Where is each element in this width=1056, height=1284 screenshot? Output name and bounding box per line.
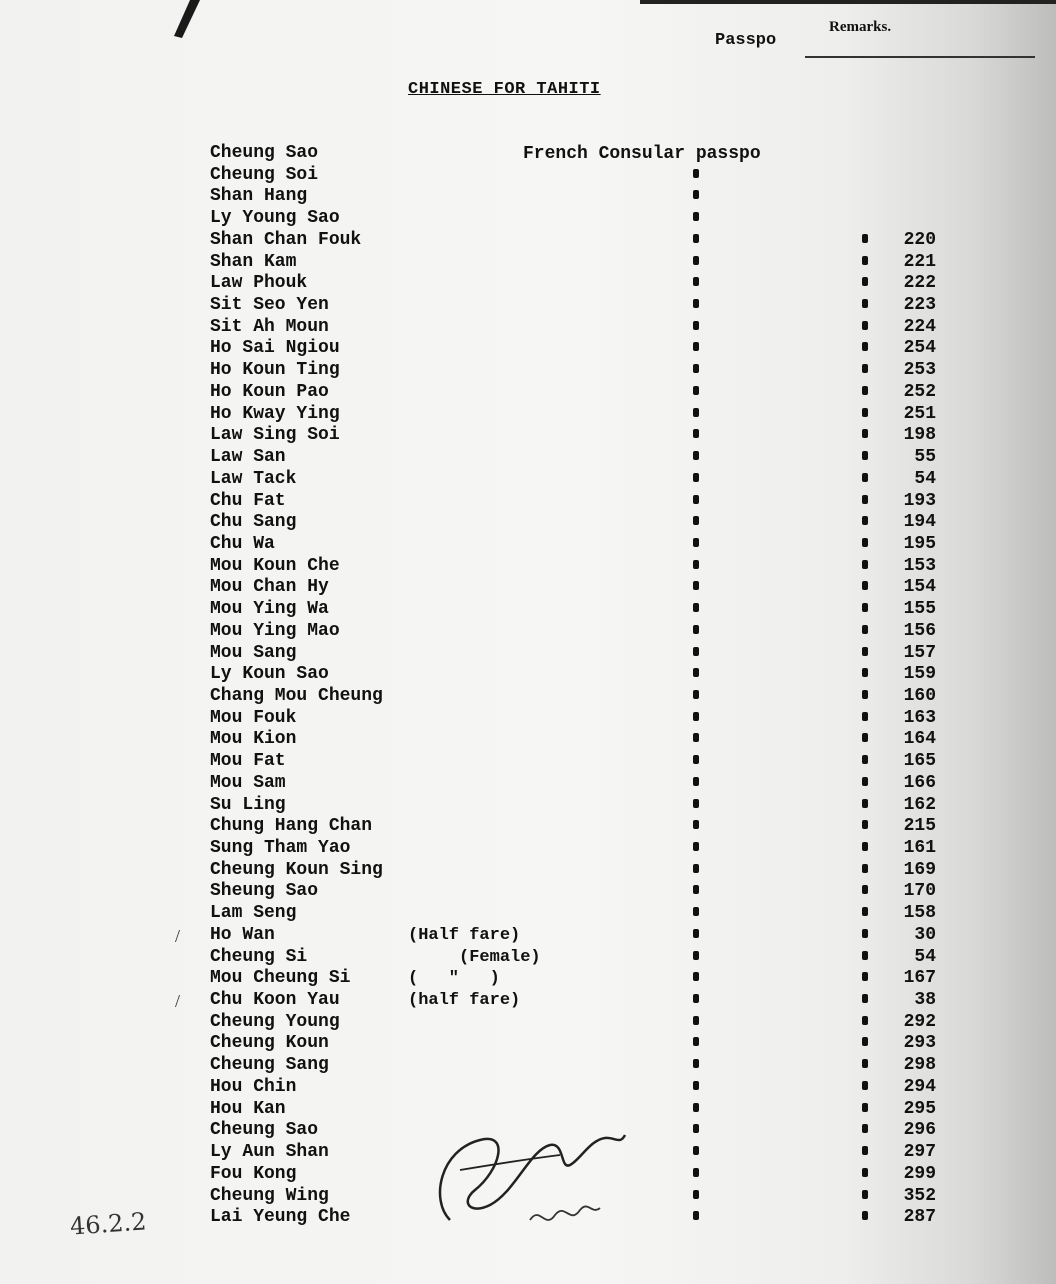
ditto-mark xyxy=(693,212,699,221)
tick-mark: / xyxy=(175,925,181,946)
passenger-name: Hou Chin xyxy=(210,1076,297,1097)
passenger-name: Mou Koun Che xyxy=(210,555,340,576)
ditto-mark xyxy=(693,538,699,547)
ditto-mark xyxy=(693,625,699,634)
passenger-name: Su Ling xyxy=(210,794,286,815)
passport-number: 253 xyxy=(903,360,936,381)
passport-number: 165 xyxy=(903,751,936,772)
list-item xyxy=(0,338,1056,360)
ditto-mark xyxy=(862,1124,868,1133)
ditto-mark xyxy=(862,408,868,417)
passenger-name: Cheung Si xyxy=(210,946,308,967)
ditto-mark xyxy=(693,907,699,916)
ditto-mark xyxy=(862,929,868,938)
ditto-mark xyxy=(693,972,699,981)
remarks-label: Remarks. xyxy=(829,19,892,35)
ditto-mark xyxy=(862,603,868,612)
tick-mark: / xyxy=(175,991,181,1012)
ditto-mark xyxy=(693,733,699,742)
list-item xyxy=(0,186,1056,208)
passenger-name: Chu Fat xyxy=(210,490,286,511)
ditto-mark xyxy=(693,1211,699,1220)
list-item xyxy=(0,447,1056,469)
passenger-name: Law San xyxy=(210,447,286,468)
passport-number: 54 xyxy=(914,946,936,967)
passenger-name: Mou Sang xyxy=(210,642,297,663)
ditto-mark xyxy=(862,625,868,634)
passenger-name: Ho Sai Ngiou xyxy=(210,338,340,359)
ditto-mark xyxy=(862,1103,868,1112)
ditto-mark xyxy=(693,994,699,1003)
passenger-name: Mou Ying Mao xyxy=(210,620,340,641)
ditto-mark xyxy=(693,690,699,699)
ditto-mark xyxy=(862,1146,868,1155)
passenger-name: Law Sing Soi xyxy=(210,425,340,446)
ditto-mark xyxy=(862,842,868,851)
ditto-mark xyxy=(693,1059,699,1068)
passport-number: 352 xyxy=(903,1185,936,1206)
list-item xyxy=(0,295,1056,317)
list-item xyxy=(0,230,1056,252)
list-item xyxy=(0,534,1056,556)
ditto-mark xyxy=(693,495,699,504)
passenger-name: Cheung Soi xyxy=(210,164,319,185)
list-item xyxy=(0,360,1056,382)
ditto-mark xyxy=(693,299,699,308)
ditto-mark xyxy=(862,473,868,482)
ink-smudge-icon xyxy=(170,0,210,38)
passport-number: 170 xyxy=(903,881,936,902)
list-item xyxy=(0,1077,1056,1099)
passenger-name: Lai Yeung Che xyxy=(210,1207,351,1228)
passport-column-heading: Passpo xyxy=(715,31,777,50)
passport-number: 154 xyxy=(903,577,936,598)
passport-number: 254 xyxy=(903,338,936,359)
passenger-name: Cheung Sao xyxy=(210,143,319,163)
passport-number: 252 xyxy=(903,381,936,402)
ditto-mark xyxy=(862,299,868,308)
passenger-name: Cheung Koun xyxy=(210,1033,329,1054)
column-label: French Consular passpo xyxy=(523,144,761,164)
list-item xyxy=(0,252,1056,274)
ditto-mark xyxy=(862,885,868,894)
list-item xyxy=(0,273,1056,295)
list-item xyxy=(0,643,1056,665)
passenger-name: Lam Seng xyxy=(210,903,297,924)
ditto-mark xyxy=(693,820,699,829)
passport-number: 164 xyxy=(903,729,936,750)
passport-number: 198 xyxy=(903,425,936,446)
passport-number: 251 xyxy=(903,403,936,424)
ditto-mark xyxy=(693,1146,699,1155)
ditto-mark xyxy=(693,321,699,330)
ditto-mark xyxy=(862,495,868,504)
list-item xyxy=(0,686,1056,708)
ditto-mark xyxy=(693,1168,699,1177)
ditto-mark xyxy=(862,668,868,677)
handwritten-date: 46.2.2 xyxy=(69,1207,148,1241)
ditto-mark xyxy=(693,342,699,351)
passenger-name: Mou Cheung Si xyxy=(210,968,351,989)
ditto-mark xyxy=(862,777,868,786)
ditto-mark xyxy=(693,234,699,243)
passport-number: 155 xyxy=(903,599,936,620)
ditto-mark xyxy=(693,668,699,677)
list-item xyxy=(0,469,1056,491)
ditto-mark xyxy=(862,1211,868,1220)
passenger-name: Ly Koun Sao xyxy=(210,664,329,685)
ditto-mark xyxy=(862,560,868,569)
passenger-name: Cheung Young xyxy=(210,1011,340,1032)
ditto-mark xyxy=(693,603,699,612)
passport-number: 163 xyxy=(903,707,936,728)
list-item xyxy=(0,404,1056,426)
ditto-mark xyxy=(862,1081,868,1090)
ditto-mark xyxy=(862,690,868,699)
passport-number: 287 xyxy=(903,1207,936,1228)
passenger-name: Sheung Sao xyxy=(210,881,319,902)
list-item xyxy=(0,664,1056,686)
list-item xyxy=(0,990,1056,1012)
ditto-mark xyxy=(693,516,699,525)
passport-number: 296 xyxy=(903,1120,936,1141)
ditto-mark xyxy=(693,951,699,960)
passenger-name: Mou Fat xyxy=(210,751,286,772)
list-item xyxy=(0,382,1056,404)
passenger-name: Mou Ying Wa xyxy=(210,599,329,620)
passport-number: 158 xyxy=(903,903,936,924)
ditto-mark xyxy=(693,408,699,417)
list-item xyxy=(0,816,1056,838)
passport-number: 221 xyxy=(903,251,936,272)
list-item xyxy=(0,599,1056,621)
passport-number: 166 xyxy=(903,772,936,793)
ditto-mark xyxy=(862,321,868,330)
passenger-name: Chu Sang xyxy=(210,512,297,533)
list-item xyxy=(0,1012,1056,1034)
passenger-name: Sung Tham Yao xyxy=(210,838,351,858)
passport-number: 167 xyxy=(903,968,936,989)
ditto-mark xyxy=(862,364,868,373)
ditto-mark xyxy=(862,277,868,286)
passport-number: 297 xyxy=(903,1142,936,1163)
list-item xyxy=(0,143,1056,165)
passport-number: 54 xyxy=(914,468,936,489)
ditto-mark xyxy=(693,1124,699,1133)
passport-number: 292 xyxy=(903,1011,936,1032)
list-item xyxy=(0,947,1056,969)
ditto-mark xyxy=(693,755,699,764)
passenger-name: Fou Kong xyxy=(210,1163,297,1184)
ditto-mark xyxy=(862,429,868,438)
list-item xyxy=(0,208,1056,230)
ditto-mark xyxy=(862,516,868,525)
list-item xyxy=(0,903,1056,925)
list-item xyxy=(0,491,1056,513)
ditto-mark xyxy=(862,907,868,916)
passenger-name: Ly Aun Shan xyxy=(210,1142,329,1163)
list-item xyxy=(0,317,1056,339)
ditto-mark xyxy=(862,234,868,243)
passenger-name: Mou Sam xyxy=(210,772,286,793)
ditto-mark xyxy=(693,560,699,569)
page-title: CHINESE FOR TAHITI xyxy=(408,80,601,99)
passenger-name: Ho Koun Ting xyxy=(210,360,340,381)
list-item xyxy=(0,925,1056,947)
ditto-mark xyxy=(693,190,699,199)
list-item xyxy=(0,968,1056,990)
ditto-mark xyxy=(862,538,868,547)
passport-number: 215 xyxy=(903,816,936,837)
ditto-mark xyxy=(693,1037,699,1046)
list-item xyxy=(0,577,1056,599)
ditto-mark xyxy=(862,386,868,395)
passenger-name: Shan Chan Fouk xyxy=(210,229,362,250)
passenger-name: Law Phouk xyxy=(210,273,308,294)
passenger-name: Shan Kam xyxy=(210,251,297,272)
ditto-mark xyxy=(693,1016,699,1025)
passenger-name: Chang Mou Cheung xyxy=(210,685,383,706)
passenger-name: Hou Kan xyxy=(210,1098,286,1119)
passport-number: 294 xyxy=(903,1076,936,1097)
passenger-note: ( " ) xyxy=(408,969,500,989)
ditto-mark xyxy=(862,820,868,829)
passport-number: 162 xyxy=(903,794,936,815)
passenger-name: Shan Hang xyxy=(210,186,308,207)
ditto-mark xyxy=(693,647,699,656)
list-item xyxy=(0,425,1056,447)
list-item xyxy=(0,708,1056,730)
ditto-mark xyxy=(693,386,699,395)
passport-number: 160 xyxy=(903,685,936,706)
passenger-name: Mou Kion xyxy=(210,729,297,750)
passenger-name: Ly Young Sao xyxy=(210,208,340,229)
passenger-name: Ho Kway Ying xyxy=(210,403,340,424)
passenger-name: Cheung Sang xyxy=(210,1055,329,1076)
ditto-mark xyxy=(862,1059,868,1068)
passport-number: 223 xyxy=(903,295,936,316)
ditto-mark xyxy=(862,755,868,764)
passport-number: 193 xyxy=(903,490,936,511)
ditto-mark xyxy=(693,799,699,808)
passport-number: 295 xyxy=(903,1098,936,1119)
list-item xyxy=(0,556,1056,578)
list-item xyxy=(0,860,1056,882)
passport-number: 156 xyxy=(903,620,936,641)
passenger-list xyxy=(0,143,1056,1229)
ditto-mark xyxy=(693,364,699,373)
passport-number: 298 xyxy=(903,1055,936,1076)
ditto-mark xyxy=(693,1190,699,1199)
passenger-name: Ho Koun Pao xyxy=(210,381,329,402)
list-item xyxy=(0,881,1056,903)
passenger-name: Law Tack xyxy=(210,468,297,489)
ditto-mark xyxy=(862,1037,868,1046)
ditto-mark xyxy=(862,256,868,265)
passenger-name: Chu Wa xyxy=(210,533,275,554)
ditto-mark xyxy=(693,581,699,590)
passport-number: 195 xyxy=(903,533,936,554)
ditto-mark xyxy=(862,712,868,721)
passport-number: 169 xyxy=(903,859,936,880)
ditto-mark xyxy=(862,994,868,1003)
ditto-mark xyxy=(693,842,699,851)
list-item xyxy=(0,1055,1056,1077)
ditto-mark xyxy=(862,1016,868,1025)
passenger-note: (Half fare) xyxy=(408,925,521,945)
passport-number: 159 xyxy=(903,664,936,685)
ditto-mark xyxy=(693,169,699,178)
passport-number: 224 xyxy=(903,316,936,337)
list-item xyxy=(0,795,1056,817)
passport-number: 30 xyxy=(914,924,936,945)
ditto-mark xyxy=(862,972,868,981)
passenger-name: Mou Chan Hy xyxy=(210,577,329,598)
ditto-mark xyxy=(862,799,868,808)
ditto-mark xyxy=(693,256,699,265)
list-item xyxy=(0,512,1056,534)
ditto-mark xyxy=(693,473,699,482)
passenger-name: Cheung Koun Sing xyxy=(210,859,383,880)
list-item xyxy=(0,751,1056,773)
passport-number: 220 xyxy=(903,229,936,250)
ditto-mark xyxy=(862,1190,868,1199)
remarks-rule xyxy=(805,56,1035,58)
ditto-mark xyxy=(693,277,699,286)
passport-number: 293 xyxy=(903,1033,936,1054)
passenger-note: (half fare) xyxy=(408,991,521,1011)
passenger-name: Chung Hang Chan xyxy=(210,816,373,837)
list-item xyxy=(0,773,1056,795)
passenger-name: Cheung Wing xyxy=(210,1185,329,1206)
ditto-mark xyxy=(862,951,868,960)
passenger-name: Cheung Sao xyxy=(210,1120,319,1141)
list-item xyxy=(0,165,1056,187)
passport-number: 161 xyxy=(903,838,936,858)
passenger-name: Mou Fouk xyxy=(210,707,297,728)
passport-number: 157 xyxy=(903,642,936,663)
list-item xyxy=(0,621,1056,643)
list-item xyxy=(0,1033,1056,1055)
list-item xyxy=(0,729,1056,751)
ditto-mark xyxy=(862,451,868,460)
passenger-name: Ho Wan xyxy=(210,924,275,945)
passenger-note: (Female) xyxy=(408,947,541,967)
passenger-name: Sit Seo Yen xyxy=(210,295,329,316)
passport-number: 55 xyxy=(914,447,936,468)
passenger-name: Sit Ah Moun xyxy=(210,316,329,337)
ditto-mark xyxy=(693,712,699,721)
passport-number: 38 xyxy=(914,990,936,1011)
ditto-mark xyxy=(693,864,699,873)
ditto-mark xyxy=(693,885,699,894)
top-border xyxy=(640,0,1056,4)
passenger-name: Chu Koon Yau xyxy=(210,990,340,1011)
ditto-mark xyxy=(693,777,699,786)
ditto-mark xyxy=(862,647,868,656)
ditto-mark xyxy=(693,929,699,938)
passport-number: 299 xyxy=(903,1163,936,1184)
ditto-mark xyxy=(862,1168,868,1177)
ditto-mark xyxy=(693,451,699,460)
ditto-mark xyxy=(862,581,868,590)
signature-icon xyxy=(420,1110,640,1240)
passport-number: 222 xyxy=(903,273,936,294)
passport-number: 194 xyxy=(903,512,936,533)
ditto-mark xyxy=(693,429,699,438)
ditto-mark xyxy=(862,733,868,742)
ditto-mark xyxy=(862,864,868,873)
ditto-mark xyxy=(862,342,868,351)
ditto-mark xyxy=(693,1081,699,1090)
passport-number: 153 xyxy=(903,555,936,576)
ditto-mark xyxy=(693,1103,699,1112)
list-item xyxy=(0,838,1056,860)
